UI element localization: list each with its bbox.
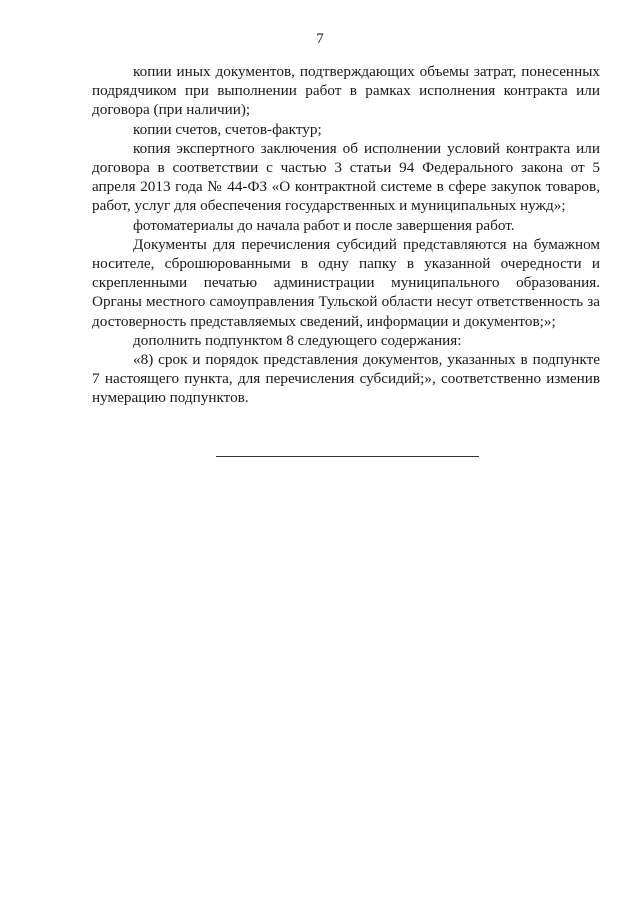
paragraph-invoices: копии счетов, счетов-фактур;	[133, 120, 322, 138]
paragraph-add-subitem: дополнить подпунктом 8 следующего содержания:	[133, 331, 462, 349]
document-body	[92, 62, 600, 408]
page-number: 7	[316, 31, 324, 47]
paragraph-photos: фотоматериалы до начала работ и после завершения работ.	[133, 216, 515, 234]
paragraph-subitem-8: «8) срок и порядок представления документов, указанных в подпункте 7 настоящего пункта, для перечисления субсидий;», соответственно изменив нумерацию подпунктов.	[92, 351, 600, 407]
paragraph-expert-conclusion: копия экспертного заключения об исполнении условий контракта или договора в соответствии с частью 3 статьи 94 Федерального закона от 5 апреля 2013 года № 44-ФЗ «О контрактной системе в сфере закупок товаров, работ, услуг для обеспечения государственных и муниципальных нужд»;	[92, 139, 600, 215]
end-separator-line	[216, 456, 479, 457]
paragraph-other-documents: копии иных документов, подтверждающих объемы затрат, понесенных подрядчиком при выполнении работ в рамках исполнения контракта или договора (при наличии);	[92, 63, 600, 119]
paragraph-documents-submission: Документы для перечисления субсидий представляются на бумажном носителе, сброшюрованными в одну папку в указанной очередности и скрепленными печатью администрации муниципального образования. Органы местного самоуправления Тульской области несут ответственность за достоверность представляемых сведений, информации и документов;»;	[92, 235, 600, 330]
